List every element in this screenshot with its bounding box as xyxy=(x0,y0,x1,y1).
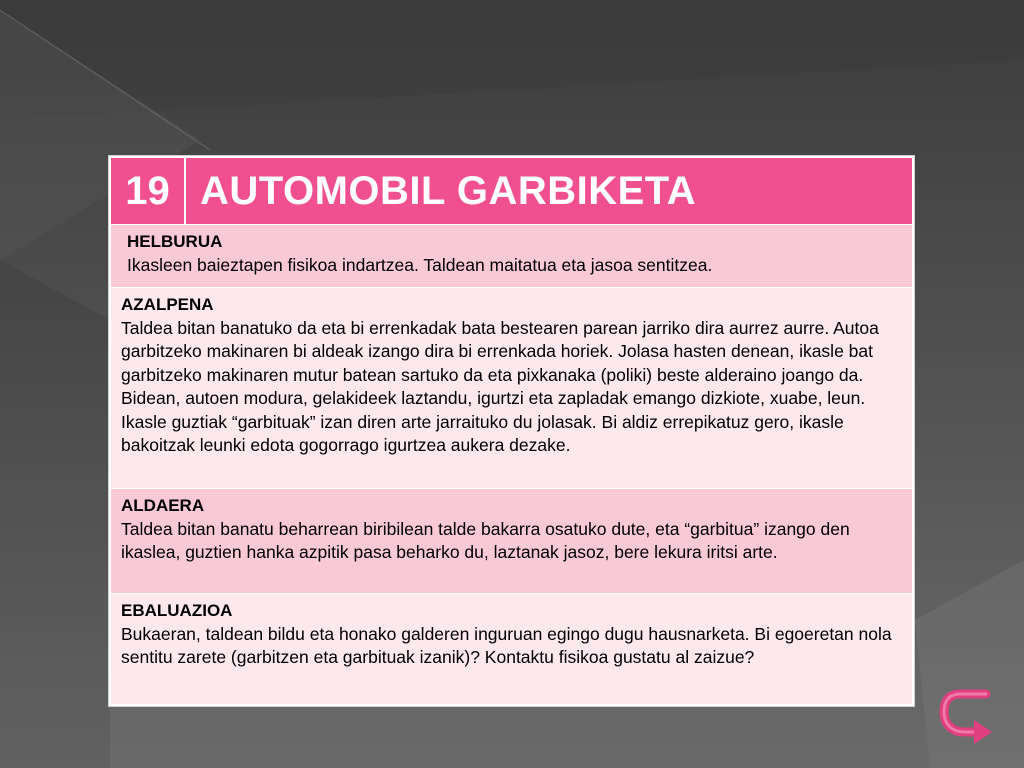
section-text: Taldea bitan banatu beharrean biribilean talde bakarra osatuko dute, eta “garbitua” izango den ikaslea, guztien hanka azpitik pasa beharko du, laztanak jasoz, bere lekura iritsi arte. xyxy=(121,518,850,562)
section-ebaluazioa xyxy=(111,594,912,704)
section-text: Taldea bitan banatuko da eta bi errenkadak bata bestearen parean jarriko dira aurrez aurre. Autoa garbitzeko makinaren bi aldeak izango dira bi errenkada horiek. Jolasa hasten denean, ikasle bat garbitzeko makinaren mutur batean sartuko da eta pixkanaka (poliki) beste alderaino joango da. Bidean, autoen modura, gelakideek laztandu, igurtzi eta zapladak emango dizkiote, xuabe, leun. Ikasle guztiak “garbituak” izan diren arte jarraituko du jolasak. Bi aldiz errepikatuz gero, ikasle bakoitzak leunki edota gogorrago igurtzea aukera dezake. xyxy=(121,317,879,455)
section-helburua xyxy=(111,225,912,287)
section-text: Bukaeran, taldean bildu eta honako galderen inguruan egingo dugu hausnarketa. Bi egoeretan nola sentitu zarete (garbitzen eta garbituak izanik)? Kontaktu fisikoa gustatu al zaizue? xyxy=(121,623,892,667)
section-heading: EBALUAZIOA xyxy=(121,601,233,620)
section-heading: ALDAERA xyxy=(121,496,205,515)
activity-card xyxy=(108,155,915,707)
section-aldaera xyxy=(111,489,912,593)
card-header xyxy=(111,158,912,224)
section-heading: AZALPENA xyxy=(121,295,214,314)
activity-title: AUTOMOBIL GARBIKETA xyxy=(186,158,912,224)
section-azalpena xyxy=(111,288,912,488)
section-text: Ikasleen baieztapen fisikoa indartzea. Taldean maitatua eta jasoa sentitzea. xyxy=(127,254,713,275)
activity-number: 19 xyxy=(111,158,186,224)
section-heading: HELBURUA xyxy=(127,232,223,251)
return-arrow-icon[interactable] xyxy=(938,686,998,746)
